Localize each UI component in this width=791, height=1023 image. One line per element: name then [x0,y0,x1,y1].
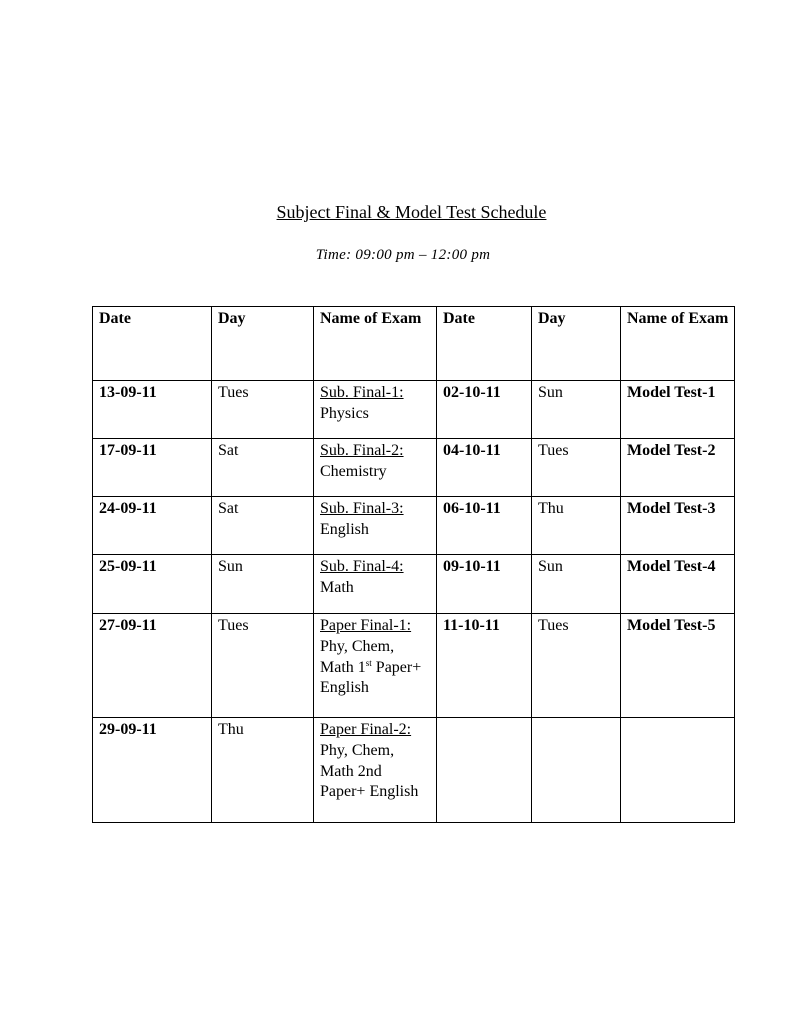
day-cell: Tues [212,381,314,439]
table-row [93,381,735,439]
exam-cell [314,497,437,555]
exam-cell [314,718,437,823]
exam-detail: Phy, Chem, Math 2nd Paper+ English [320,741,419,801]
exam-detail [320,637,431,699]
date-cell: 04-10-11 [437,439,532,497]
date-cell: 13-09-11 [93,381,212,439]
day-cell: Sat [212,497,314,555]
exam-detail-part: Paper+ English [320,658,422,697]
table-row [93,439,735,497]
table-row [93,614,735,718]
day-cell: Sun [212,555,314,614]
exam-detail: Physics [320,404,369,422]
table-row [93,718,735,823]
model-test-cell: Model Test-3 [621,497,735,555]
exam-label: Paper Final-1: [320,617,412,634]
date-cell: 09-10-11 [437,555,532,614]
date-cell: 24-09-11 [93,497,212,555]
header-day: Day [212,307,314,381]
header-exam-name: Name of Exam [314,307,437,381]
date-cell: 27-09-11 [93,614,212,718]
header-day: Day [532,307,621,381]
day-cell: Sat [212,439,314,497]
header-date: Date [437,307,532,381]
exam-label: Sub. Final-4: [320,558,404,575]
exam-cell [314,381,437,439]
day-cell [532,718,621,823]
exam-time: Time: 09:00 pm – 12:00 pm [315,247,491,263]
date-cell: 29-09-11 [93,718,212,823]
exam-cell [314,439,437,497]
exam-detail: Math [320,578,354,596]
date-cell: 02-10-11 [437,381,532,439]
exam-label: Paper Final-2: [320,721,412,738]
day-cell: Tues [532,614,621,718]
model-test-cell: Model Test-2 [621,439,735,497]
day-cell: Thu [532,497,621,555]
table-header-row [93,307,735,381]
model-test-cell: Model Test-5 [621,614,735,718]
schedule-table [92,306,735,823]
table-row [93,555,735,614]
date-cell: 25-09-11 [93,555,212,614]
date-cell: 17-09-11 [93,439,212,497]
ordinal-suffix: st [365,657,372,668]
day-cell: Thu [212,718,314,823]
exam-cell [314,555,437,614]
date-cell [437,718,532,823]
model-test-cell [621,718,735,823]
header-exam-name: Name of Exam [621,307,735,381]
day-cell: Tues [212,614,314,718]
model-test-cell: Model Test-1 [621,381,735,439]
date-cell: 11-10-11 [437,614,532,718]
date-cell: 06-10-11 [437,497,532,555]
table-row [93,497,735,555]
exam-label: Sub. Final-3: [320,500,404,517]
header-date: Date [93,307,212,381]
exam-cell [314,614,437,718]
exam-detail: English [320,520,369,538]
day-cell: Sun [532,555,621,614]
page-title: Subject Final & Model Test Schedule [276,202,547,222]
exam-label: Sub. Final-2: [320,442,404,459]
exam-label: Sub. Final-1: [320,384,404,401]
exam-detail: Chemistry [320,462,387,480]
model-test-cell: Model Test-4 [621,555,735,614]
day-cell: Sun [532,381,621,439]
day-cell: Tues [532,439,621,497]
exam-detail-part: Phy, Chem, Math 1 [320,637,395,676]
